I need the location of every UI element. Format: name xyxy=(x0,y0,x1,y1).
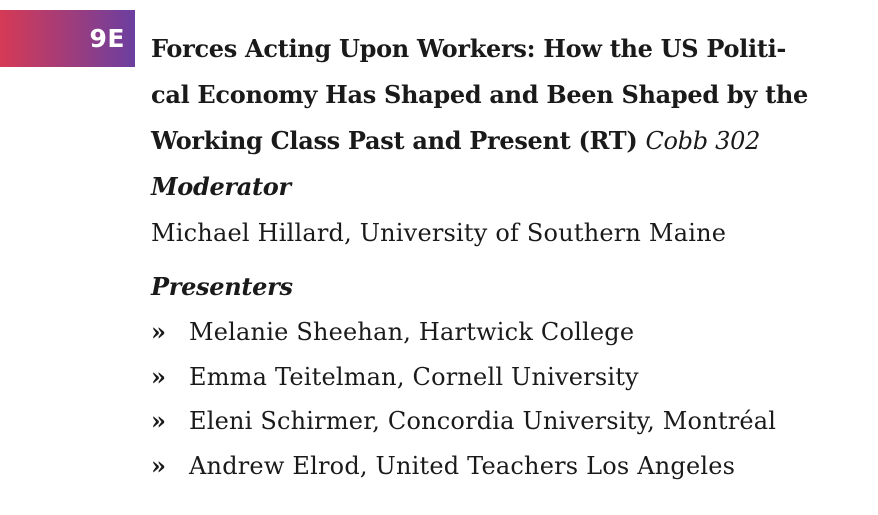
session-details xyxy=(151,26,876,488)
presenter-name: Melanie Sheehan, Hartwick College xyxy=(189,318,635,346)
moderator-heading: Moderator xyxy=(151,172,291,201)
session-code: 9E xyxy=(89,24,125,53)
session-title-line: Forces Acting Upon Workers: How the US Politi- xyxy=(151,34,787,63)
presenter-name: Eleni Schirmer, Concordia University, Montréal xyxy=(189,407,777,435)
presenter-item xyxy=(151,399,876,444)
bullet-icon: » xyxy=(151,317,167,346)
session-title xyxy=(151,26,876,164)
bullet-icon: » xyxy=(151,361,167,391)
session-code-badge xyxy=(0,10,135,67)
presenter-list xyxy=(151,310,876,488)
presenter-name: Emma Teitelman, Cornell University xyxy=(189,362,639,391)
presenter-item xyxy=(151,310,876,355)
presenter-item xyxy=(151,355,876,400)
bullet-icon: » xyxy=(151,406,167,435)
presenter-name: Andrew Elrod, United Teachers Los Angeles xyxy=(189,451,736,480)
session-title-line-text: Working Class Past and Present (RT) xyxy=(151,126,638,155)
session-title-line: cal Economy Has Shaped and Been Shaped by the xyxy=(151,80,808,109)
bullet-icon: » xyxy=(151,450,167,480)
session-title-line-last xyxy=(151,118,876,164)
moderator-name: Michael Hillard, University of Southern Maine xyxy=(151,219,727,247)
presenters-heading: Presenters xyxy=(151,272,293,301)
session-room: Cobb 302 xyxy=(645,127,761,155)
presenter-item xyxy=(151,444,876,489)
